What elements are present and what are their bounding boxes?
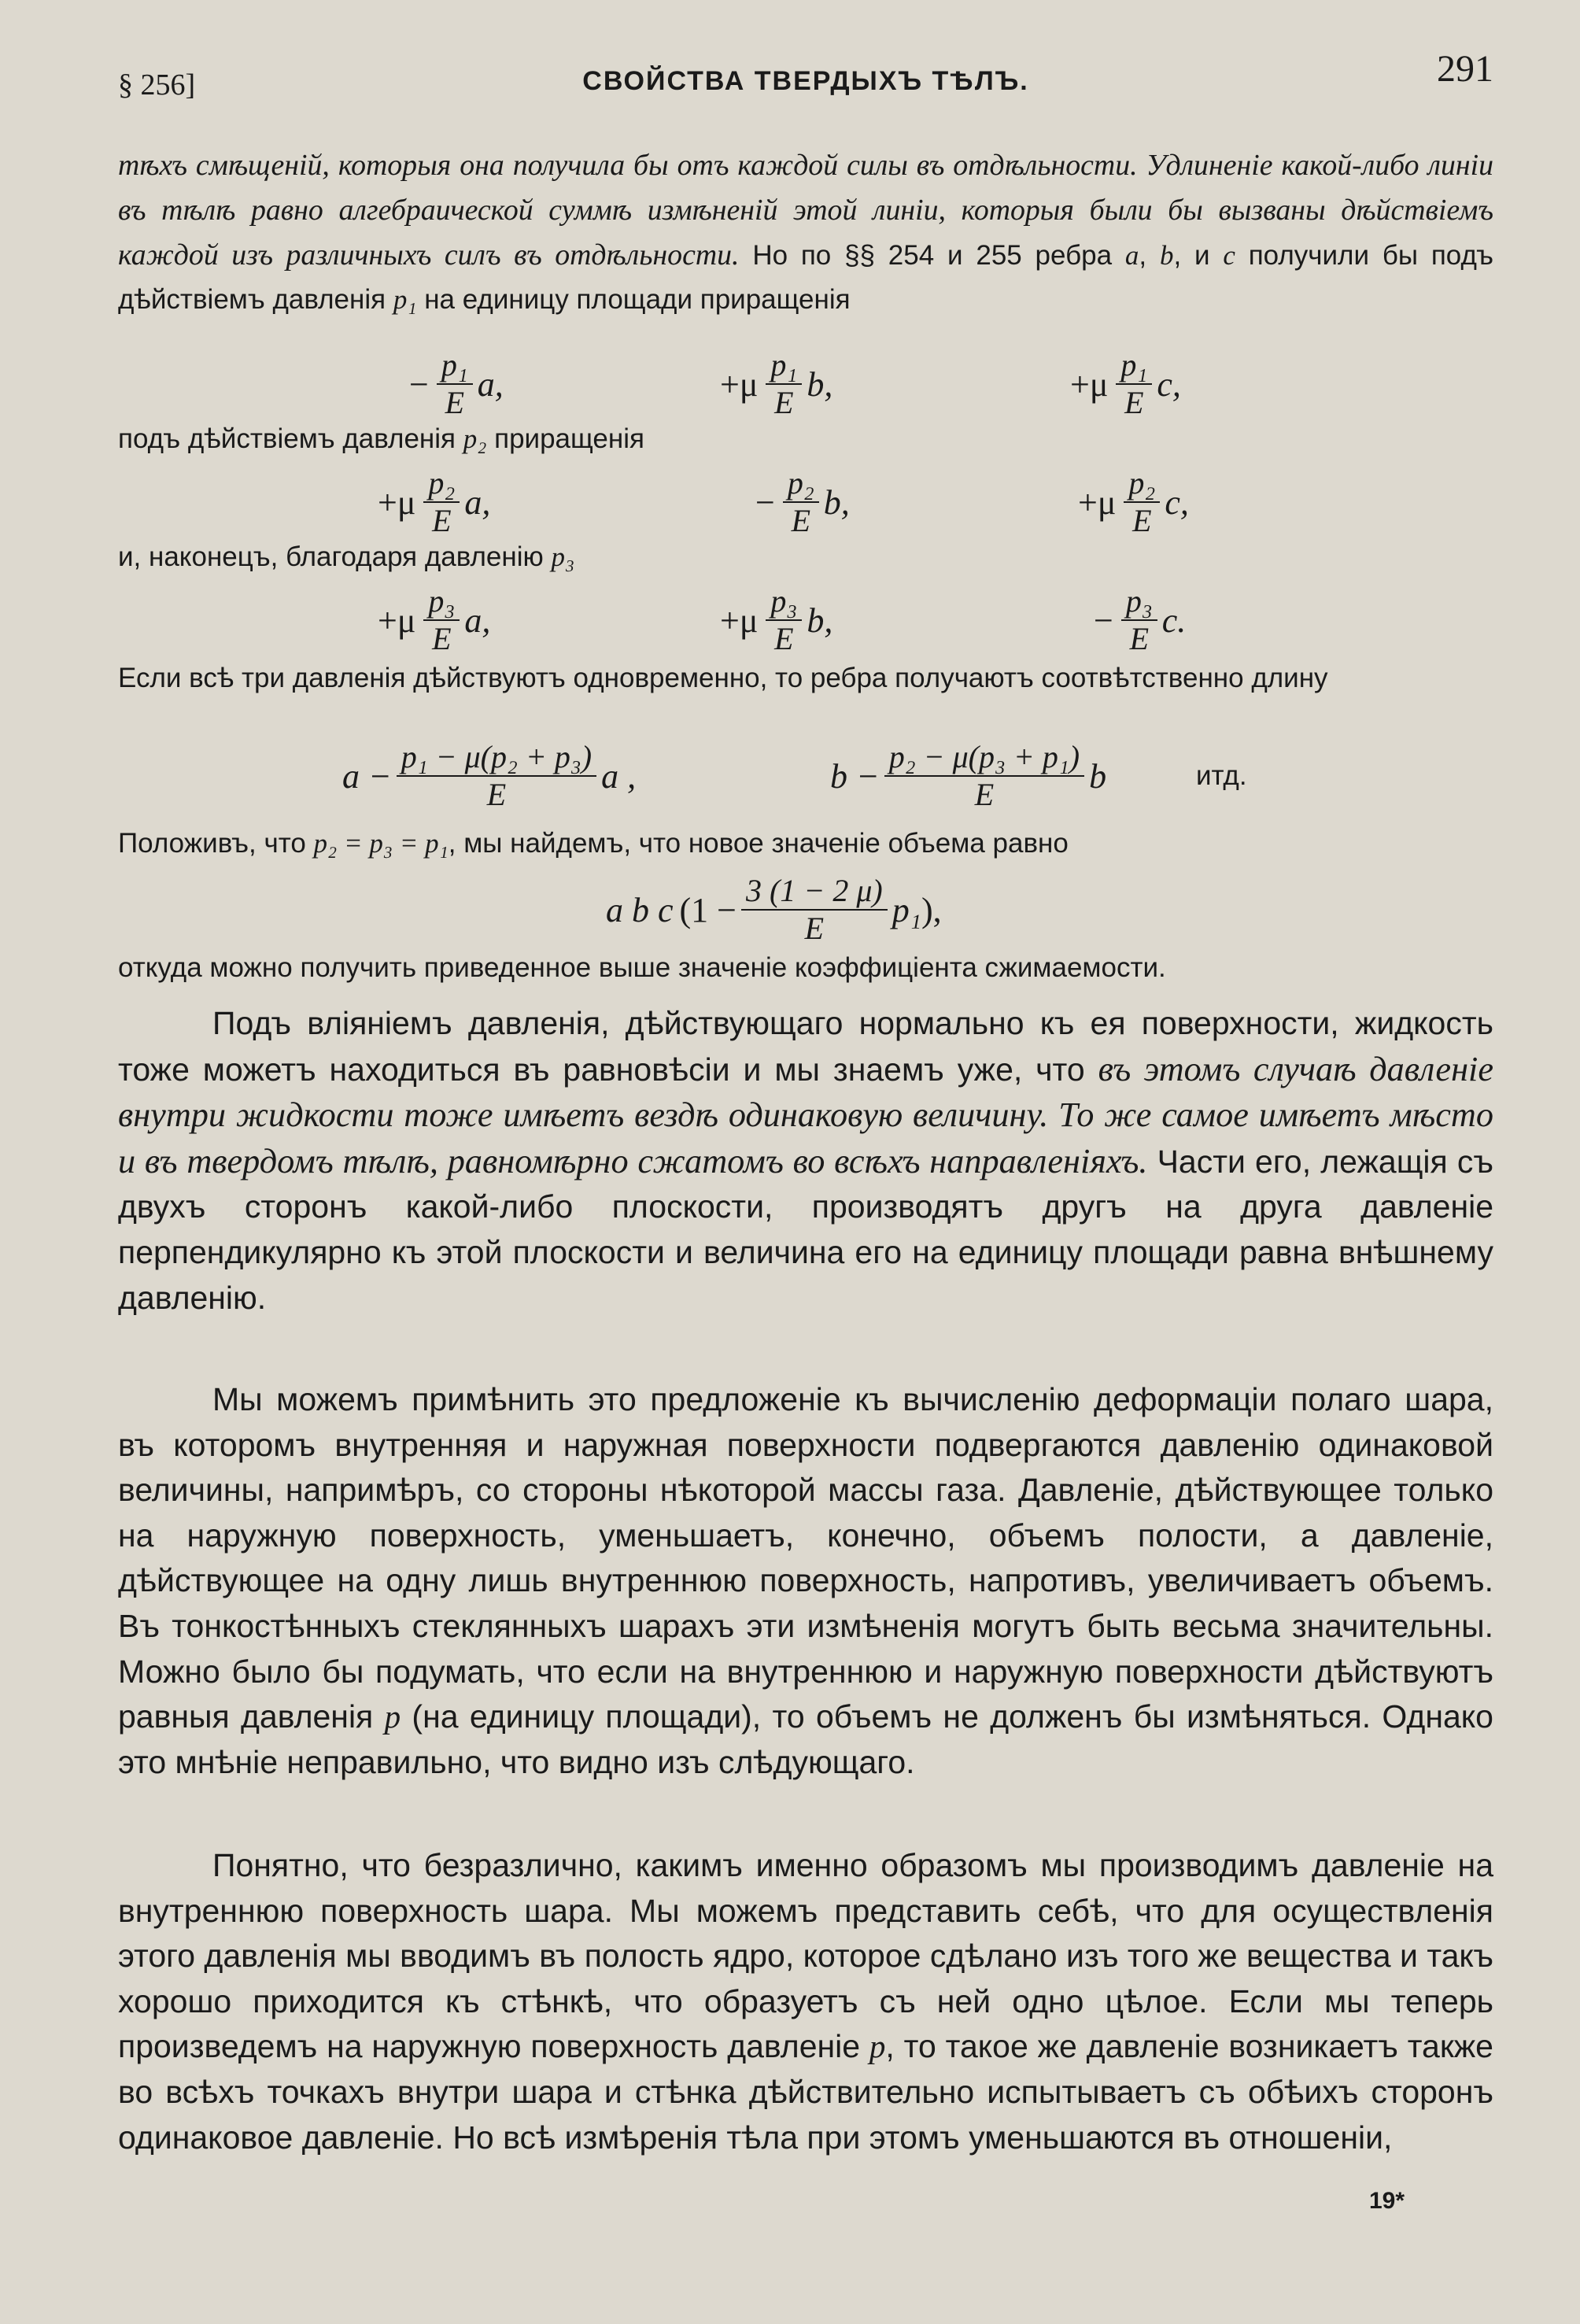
var-p2: p₂ — [463, 423, 487, 454]
fraction — [437, 347, 473, 421]
text: подъ дѣйствіемъ давленія — [118, 423, 456, 454]
numerator: p₁ − μ(p₂ + p₃) — [397, 739, 596, 777]
sign: − — [1094, 600, 1113, 640]
numerator: p₁ — [766, 347, 802, 385]
comma: , — [1139, 240, 1147, 271]
numerator: p₃ — [766, 583, 802, 621]
sign: − — [755, 482, 775, 522]
running-header — [118, 41, 1493, 104]
term-tail: b, — [807, 600, 833, 640]
eq-volume — [606, 870, 942, 949]
text: приращенія — [494, 423, 644, 454]
sign: +μ — [1070, 364, 1109, 404]
text: Понятно, что безразлично, какимъ именно образомъ мы производимъ давленіе на внутреннюю поверхность шара. Мы можемъ представить себѣ, что для осуществленія этого давленія мы вводимъ въ полость ядро, которое сдѣлано изъ того же вещества и такъ хорошо приходится къ стѣнкѣ, что образуетъ съ ней одно цѣлое. Если мы теперь произведемъ на наружную поверхность давленіе — [118, 1847, 1493, 2065]
denominator: E — [774, 621, 794, 656]
denominator: E — [974, 777, 995, 812]
line-5 — [118, 822, 1493, 866]
sign: +μ — [720, 600, 759, 640]
var-p: p — [384, 1698, 401, 1735]
fraction — [766, 583, 802, 657]
line-4: Если всѣ три давленія дѣйствуютъ одновременно, то ребра получаютъ соотвѣтственно длину — [118, 663, 1328, 693]
italic-text: тѣхъ смѣщеній, которыя она получила бы отъ каждой силы въ отдѣльности. Удлиненіе какой-либо линіи въ тѣлѣ равно алгебраической суммѣ измѣненій этой линіи, которыя были бы вызваны дѣйствіемъ каждой изъ различныхъ силъ въ отдѣльности. — [118, 149, 1493, 272]
eq-term — [755, 463, 850, 541]
numerator: p₂ — [423, 465, 460, 503]
denominator: E — [804, 911, 825, 946]
equation-4 — [118, 737, 1493, 815]
term-tail: a, — [464, 600, 491, 640]
eq-length-b — [830, 737, 1106, 815]
equation-1 — [118, 345, 1493, 423]
fraction — [1116, 347, 1152, 421]
paragraph-2 — [118, 1001, 1493, 1321]
denominator: E — [1124, 385, 1144, 420]
inline-equation: p₂ = p₃ = p₁ — [313, 828, 449, 859]
denominator: E — [432, 621, 452, 656]
italic-text: въ этомъ случаѣ давленіе внутри жидкости тоже имѣетъ вездѣ одинаковую величину. То же самое имѣетъ мѣсто и въ твердомъ тѣлѣ, равномѣрно сжатомъ во всѣхъ направленіяхъ. — [118, 1049, 1493, 1180]
paragraph-3 — [118, 1377, 1493, 1785]
term-pre: a − — [342, 756, 392, 796]
denominator: E — [1129, 621, 1149, 656]
eq-term — [1078, 463, 1189, 541]
term-tail: c, — [1165, 482, 1189, 522]
var-p3: p₃ — [551, 541, 575, 572]
eq-term — [1070, 345, 1181, 423]
fraction — [783, 465, 819, 539]
numerator: p₂ − μ(p₃ + p₁) — [884, 739, 1084, 777]
conj: , и — [1173, 240, 1210, 271]
denominator: E — [774, 385, 794, 420]
paragraph-1 — [118, 143, 1493, 322]
text: Подъ вліяніемъ давленія, дѣйствующаго нормально къ ея поверхности, жидкость тоже можетъ находиться въ равновѣсіи и мы знаемъ уже, что — [118, 1005, 1493, 1088]
signature-mark: 19* — [1369, 2188, 1405, 2214]
denominator: E — [486, 777, 507, 812]
sign: +μ — [378, 600, 416, 640]
equation-2 — [118, 463, 1493, 541]
fraction — [1121, 583, 1157, 657]
etc-label: итд. — [1196, 760, 1247, 791]
term-pre: b − — [830, 756, 880, 796]
numerator: 3 (1 − 2 μ) — [741, 873, 888, 911]
sign: +μ — [1078, 482, 1117, 522]
eq-term — [1094, 581, 1186, 660]
fraction — [423, 583, 460, 657]
text: , мы найдемъ, что новое значеніе объема равно — [448, 828, 1069, 859]
term-tail: a , — [601, 756, 637, 796]
denominator: E — [445, 385, 464, 420]
text: Мы можемъ примѣнить это предложеніе къ вычисленію деформаціи полаго шара, въ которомъ внутренняя и наружная поверхности подвергаются давленію одинаковой величины, напримѣръ, со стороны нѣкоторой массы газа. Давленіе, дѣйствующее только на наружную поверхность, уменьшаетъ, конечно, объемъ полости, а давленіе, дѣйствующее на одну лишь внутреннюю поверхность, напротивъ, увеличиваетъ объемъ. Въ тонкостѣнныхъ стеклянныхъ шарахъ эти измѣненія могутъ быть весьма значительны. Можно было бы подумать, что если на внутреннюю и наружную поверхности дѣйствуютъ равныя давленія — [118, 1381, 1493, 1735]
text: получили бы подъ дѣйствіемъ давленія — [118, 240, 1493, 315]
term-tail: c, — [1157, 364, 1181, 404]
fraction — [766, 347, 802, 421]
line-2 — [118, 417, 1493, 461]
text: Но по §§ 254 и 255 ребра — [752, 240, 1113, 271]
eq-term — [720, 581, 832, 660]
var-p1: p₁ — [393, 284, 417, 315]
var-c: c — [1223, 240, 1235, 271]
term-pre: a b c — [606, 890, 674, 929]
equation-5 — [118, 870, 1493, 949]
fraction — [741, 873, 888, 947]
paren-close: ), — [921, 890, 942, 929]
text: и, наконецъ, благодаря давленію — [118, 541, 544, 572]
paragraph-4 — [118, 1843, 1493, 2160]
fraction — [1124, 465, 1160, 539]
text: Части его, лежащія съ двухъ сторонъ какой-либо плоскости, производятъ другъ на друга давленіе перпендикулярно къ этой плоскости и величина его на единицу площади равна внѣшнему давленію. — [118, 1143, 1493, 1316]
line-6: откуда можно получить приведенное выше значеніе коэффиціента сжимаемости. — [118, 952, 1166, 983]
denominator: E — [1132, 503, 1152, 538]
section-ref: § 256] — [118, 68, 196, 102]
denominator: E — [791, 503, 810, 538]
fraction — [884, 739, 1084, 813]
term-tail: b — [1089, 756, 1107, 796]
term-tail: a, — [477, 364, 504, 404]
numerator: p₃ — [423, 583, 460, 621]
numerator: p₁ — [437, 347, 473, 385]
eq-length-a — [342, 737, 636, 815]
numerator: p₂ — [1124, 465, 1160, 503]
sign: +μ — [378, 482, 416, 522]
eq-term — [409, 345, 504, 423]
eq-term — [720, 345, 832, 423]
text: Положивъ, что — [118, 828, 306, 859]
fraction — [423, 465, 460, 539]
var-b: b — [1159, 240, 1174, 271]
line-3 — [118, 535, 1493, 579]
eq-term — [378, 581, 490, 660]
text: , то такое же давленіе возникаетъ также во всѣхъ точкахъ внутри шара и стѣнка дѣйствительно испытываетъ съ обѣихъ сторонъ одинаковое давленіе. Но всѣ измѣренія тѣла при этомъ уменьшаются въ отношеніи, — [118, 2028, 1493, 2156]
equation-3 — [118, 581, 1493, 660]
eq-term — [378, 463, 490, 541]
text: на единицу площади приращенія — [424, 284, 851, 315]
numerator: p₃ — [1121, 583, 1157, 621]
sign: +μ — [720, 364, 759, 404]
term-tail: b, — [807, 364, 833, 404]
term-tail: c. — [1161, 600, 1187, 640]
page-number: 291 — [1437, 48, 1493, 90]
term-tail: b, — [823, 482, 850, 522]
var-p1: p₁ — [892, 890, 922, 929]
sign: − — [409, 364, 429, 404]
numerator: p₁ — [1116, 347, 1152, 385]
text: (на единицу площади), то объемъ не долженъ бы измѣняться. Однако это мнѣніе неправильно, что видно изъ слѣдующаго. — [118, 1698, 1493, 1780]
paren-open: (1 − — [679, 890, 736, 929]
denominator: E — [432, 503, 452, 538]
var-p: p — [869, 2028, 886, 2065]
term-tail: a, — [464, 482, 491, 522]
running-title: СВОЙСТВА ТВЕРДЫХЪ ТѢЛЪ. — [582, 66, 1029, 96]
numerator: p₂ — [783, 465, 819, 503]
var-a: a — [1124, 240, 1139, 271]
fraction — [397, 739, 596, 813]
